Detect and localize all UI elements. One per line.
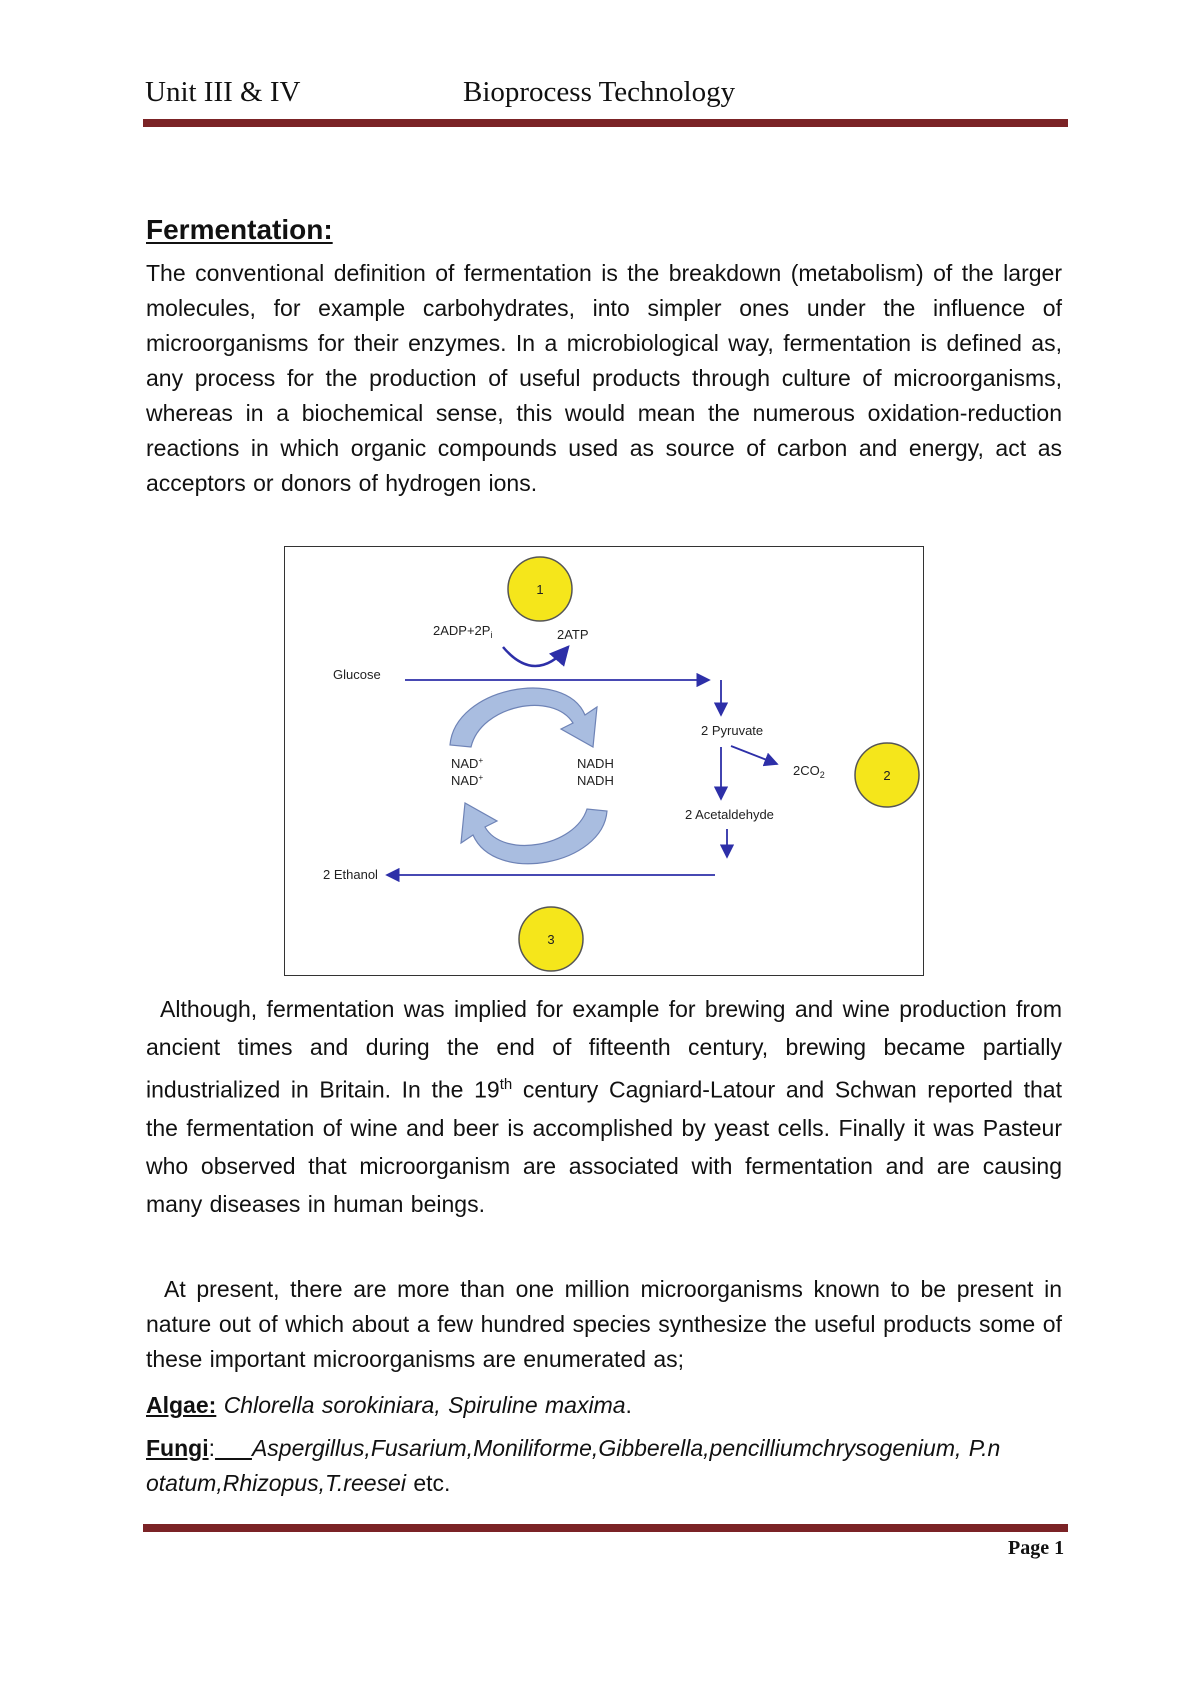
adp-label: $2ADP+2P_i$ [433,623,493,640]
paragraph-present: At present, there are more than one million microorganisms known to be present in nature out of which about a few hundred species synthesize the useful products some of these important microorganisms are enumerated as; [146,1276,1062,1372]
fermentation-diagram [284,546,924,976]
history-text-part2: century Cagniard-Latour and Schwan reported that the fermentation of wine and beer is accomplished by yeast cells. Finally it was Pasteur who observed that microorganism are associated with fermentation and are causing many diseases in human beings. [146,1076,1062,1217]
history-text-part1: Although, fermentation was implied for example for brewing and wine production from ancient times and during the end of fifteenth century, brewing became partially industrialized in Britain. In the 19 [146,996,1062,1103]
co2-label: $2CO_2$ [793,763,825,780]
header-unit: Unit III & IV [145,76,301,108]
footer-rule [143,1524,1068,1532]
upper-cycle-arrow [450,688,597,747]
paragraph-definition: The conventional definition of fermentation is the breakdown (metabolism) of the larger molecules, for example carbohydrates, into simpler ones under the influence of microorganisms for their enzymes. In a microbiological way, fermentation is defined as, any process for the production of useful products through culture of microorganisms, whereas in a biochemical sense, this would mean the numerous oxidation-reduction reactions in which organic compounds used as source of carbon and energy, act as acceptors or donors of hydrogen ions. [146,260,1062,496]
section-title: Fermentation: [146,214,333,245]
nad-label-2: NAD+ [451,773,484,788]
step-3-marker [519,907,583,971]
page-header [145,72,1065,112]
algae-end: . [625,1392,632,1418]
algae-label: Algae: [146,1392,217,1418]
nadh-label-2: NADH [577,773,614,788]
acetaldehyde-label: 2 Acetaldehyde [685,807,774,822]
atp-arrow [503,647,568,666]
atp-label: 2ATP [557,627,589,642]
history-superscript: th [499,1076,513,1093]
pyruvate-label: 2 Pyruvate [701,723,764,738]
step-1-label: 1 [536,582,544,597]
glucose-label: Glucose [333,667,381,682]
header-subject: Bioprocess Technology [463,76,736,108]
algae-species: Chlorella sorokiniara, Spiruline maxima [223,1392,626,1418]
algae-line [146,1388,1062,1423]
step-1-marker [508,557,572,621]
diagram-canvas [285,547,925,977]
ethanol-label: 2 Ethanol [323,867,378,882]
nad-label-1: NAD+ [451,756,484,771]
step-2-marker [855,743,919,807]
page-number: Page 1 [1008,1537,1065,1559]
fungi-label: Fungi [146,1435,209,1461]
fungi-colon: : [208,1435,215,1461]
fungi-species: Aspergillus,Fusarium,Moniliforme,Gibberella,pencilliumchrysogenium, P.n otatum,Rhizopus,T.reesei [146,1435,1001,1496]
co2-arrow [731,746,777,764]
step-3-label: 3 [547,932,555,947]
fungi-line [146,1431,1062,1501]
fungi-end: etc. [405,1470,451,1496]
step-2-label: 2 [883,768,891,783]
paragraph-history [146,990,1062,1223]
lower-cycle-arrow [461,803,607,864]
nadh-label-1: NADH [577,756,614,771]
header-rule [143,119,1068,127]
